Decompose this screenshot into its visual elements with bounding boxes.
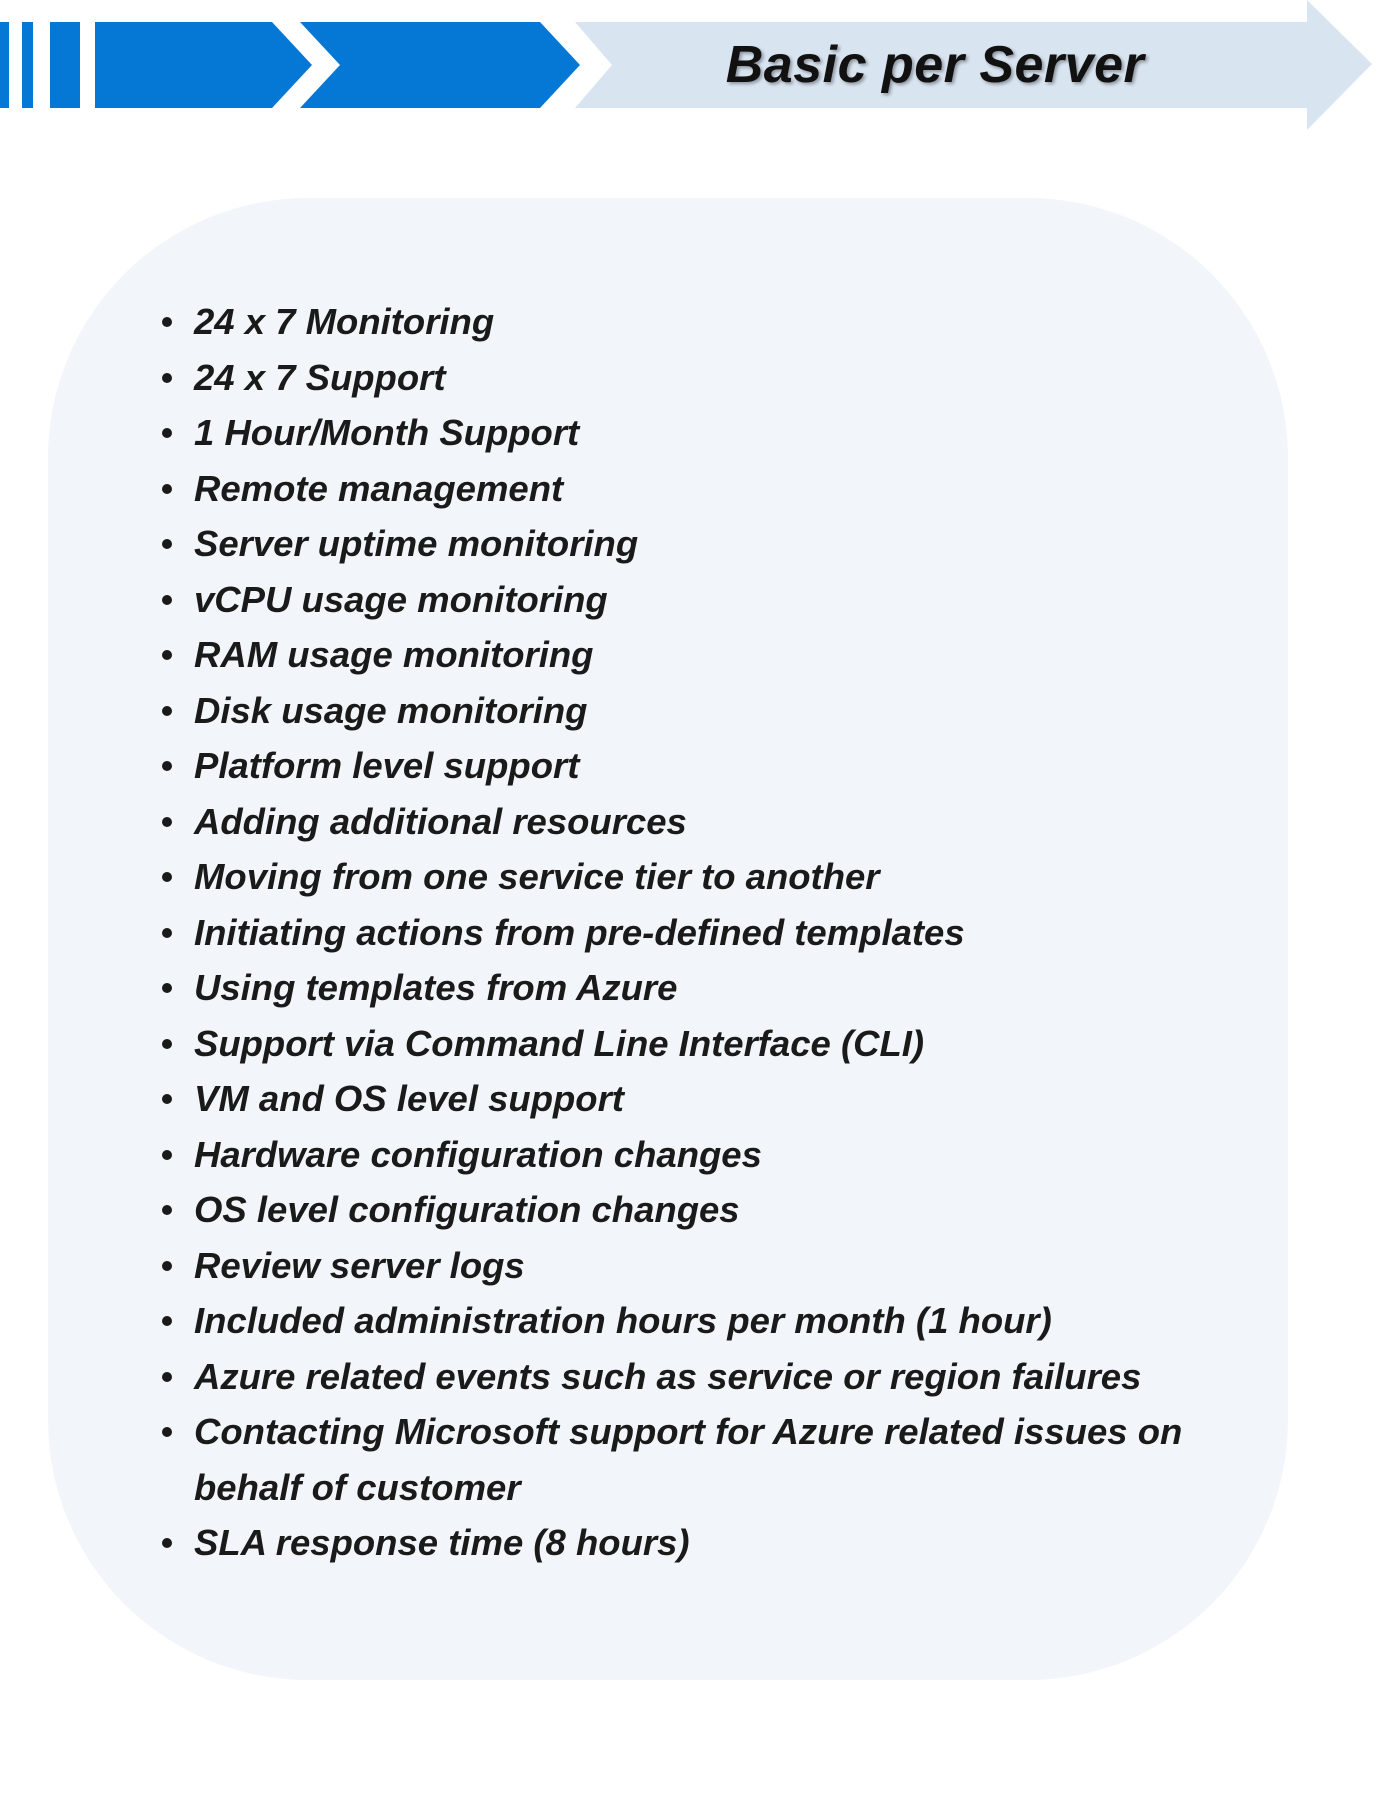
- feature-label: 24 x 7 Monitoring: [194, 301, 495, 342]
- feature-label: Disk usage monitoring: [194, 689, 588, 731]
- feature-item: [192, 1127, 1252, 1183]
- feature-item: [192, 960, 1252, 1016]
- header-banner: [0, 0, 1400, 140]
- feature-item: [192, 461, 1252, 517]
- feature-label: 1 Hour/Month Support: [194, 412, 580, 453]
- bullet-icon: [162, 1261, 172, 1271]
- feature-label: Server uptime monitoring: [194, 523, 639, 564]
- feature-item: [192, 1349, 1252, 1405]
- feature-item: [192, 294, 1252, 350]
- feature-label: SLA response time (8 hours): [194, 1522, 690, 1563]
- bullet-icon: [162, 484, 172, 494]
- bullet-icon: [162, 650, 172, 660]
- feature-label: VM and OS level support: [194, 1078, 624, 1119]
- banner-chevron-1: [95, 22, 312, 108]
- feature-item: [192, 683, 1252, 739]
- bullet-icon: [162, 872, 172, 882]
- feature-label: Adding additional resources: [194, 800, 687, 842]
- feature-label: Hardware configuration changes: [194, 1133, 762, 1175]
- feature-item: [192, 738, 1252, 794]
- bullet-icon: [162, 928, 172, 938]
- feature-item: [192, 1293, 1252, 1349]
- feature-label: Initiating actions from pre-defined templates: [194, 911, 965, 953]
- page-title: Basic per Server: [725, 36, 1145, 94]
- bullet-icon: [162, 1372, 172, 1382]
- bullet-icon: [162, 595, 172, 605]
- bullet-icon: [162, 539, 172, 549]
- bullet-icon: [162, 317, 172, 327]
- banner-chevron-2: [300, 22, 580, 108]
- feature-label: Azure related events such as service or region failures: [194, 1355, 1142, 1397]
- bullet-icon: [162, 1316, 172, 1326]
- banner-stripe-3: [50, 22, 80, 108]
- bullet-icon: [162, 373, 172, 383]
- bullet-icon: [162, 1538, 172, 1548]
- feature-label: OS level configuration changes: [194, 1189, 740, 1230]
- bullet-icon: [162, 1150, 172, 1160]
- feature-label: vCPU usage monitoring: [194, 578, 608, 620]
- bullet-icon: [162, 817, 172, 827]
- feature-item: [192, 405, 1252, 461]
- feature-item: [192, 1071, 1252, 1127]
- feature-label: Remote management: [194, 467, 564, 509]
- feature-label: 24 x 7 Support: [194, 356, 446, 398]
- feature-item: [192, 849, 1252, 905]
- feature-item: [192, 572, 1252, 628]
- feature-item: [192, 627, 1252, 683]
- feature-item: [192, 905, 1252, 961]
- feature-item: [192, 1404, 1252, 1515]
- bullet-icon: [162, 761, 172, 771]
- feature-item: [192, 1182, 1252, 1238]
- feature-item: [192, 1515, 1252, 1571]
- feature-item: [192, 1238, 1252, 1294]
- bullet-icon: [162, 706, 172, 716]
- bullet-icon: [162, 1427, 172, 1437]
- banner-stripe-2: [22, 22, 33, 108]
- feature-label: Contacting Microsoft support for Azure related issues on behalf of customer: [194, 1411, 1183, 1508]
- feature-list: [192, 294, 1252, 1571]
- feature-label: Moving from one service tier to another: [194, 856, 880, 897]
- feature-label: Included administration hours per month (1 hour): [194, 1300, 1052, 1341]
- feature-label: Platform level support: [194, 745, 580, 786]
- feature-label: Using templates from Azure: [194, 967, 678, 1008]
- feature-label: RAM usage monitoring: [194, 634, 594, 675]
- feature-item: [192, 794, 1252, 850]
- bullet-icon: [162, 1094, 172, 1104]
- feature-item: [192, 350, 1252, 406]
- bullet-icon: [162, 428, 172, 438]
- feature-label: Review server logs: [194, 1244, 525, 1286]
- bullet-icon: [162, 1039, 172, 1049]
- bullet-icon: [162, 1205, 172, 1215]
- bullet-icon: [162, 983, 172, 993]
- banner-stripe-1: [0, 22, 9, 108]
- feature-item: [192, 1016, 1252, 1072]
- feature-item: [192, 516, 1252, 572]
- feature-label: Support via Command Line Interface (CLI): [194, 1022, 925, 1064]
